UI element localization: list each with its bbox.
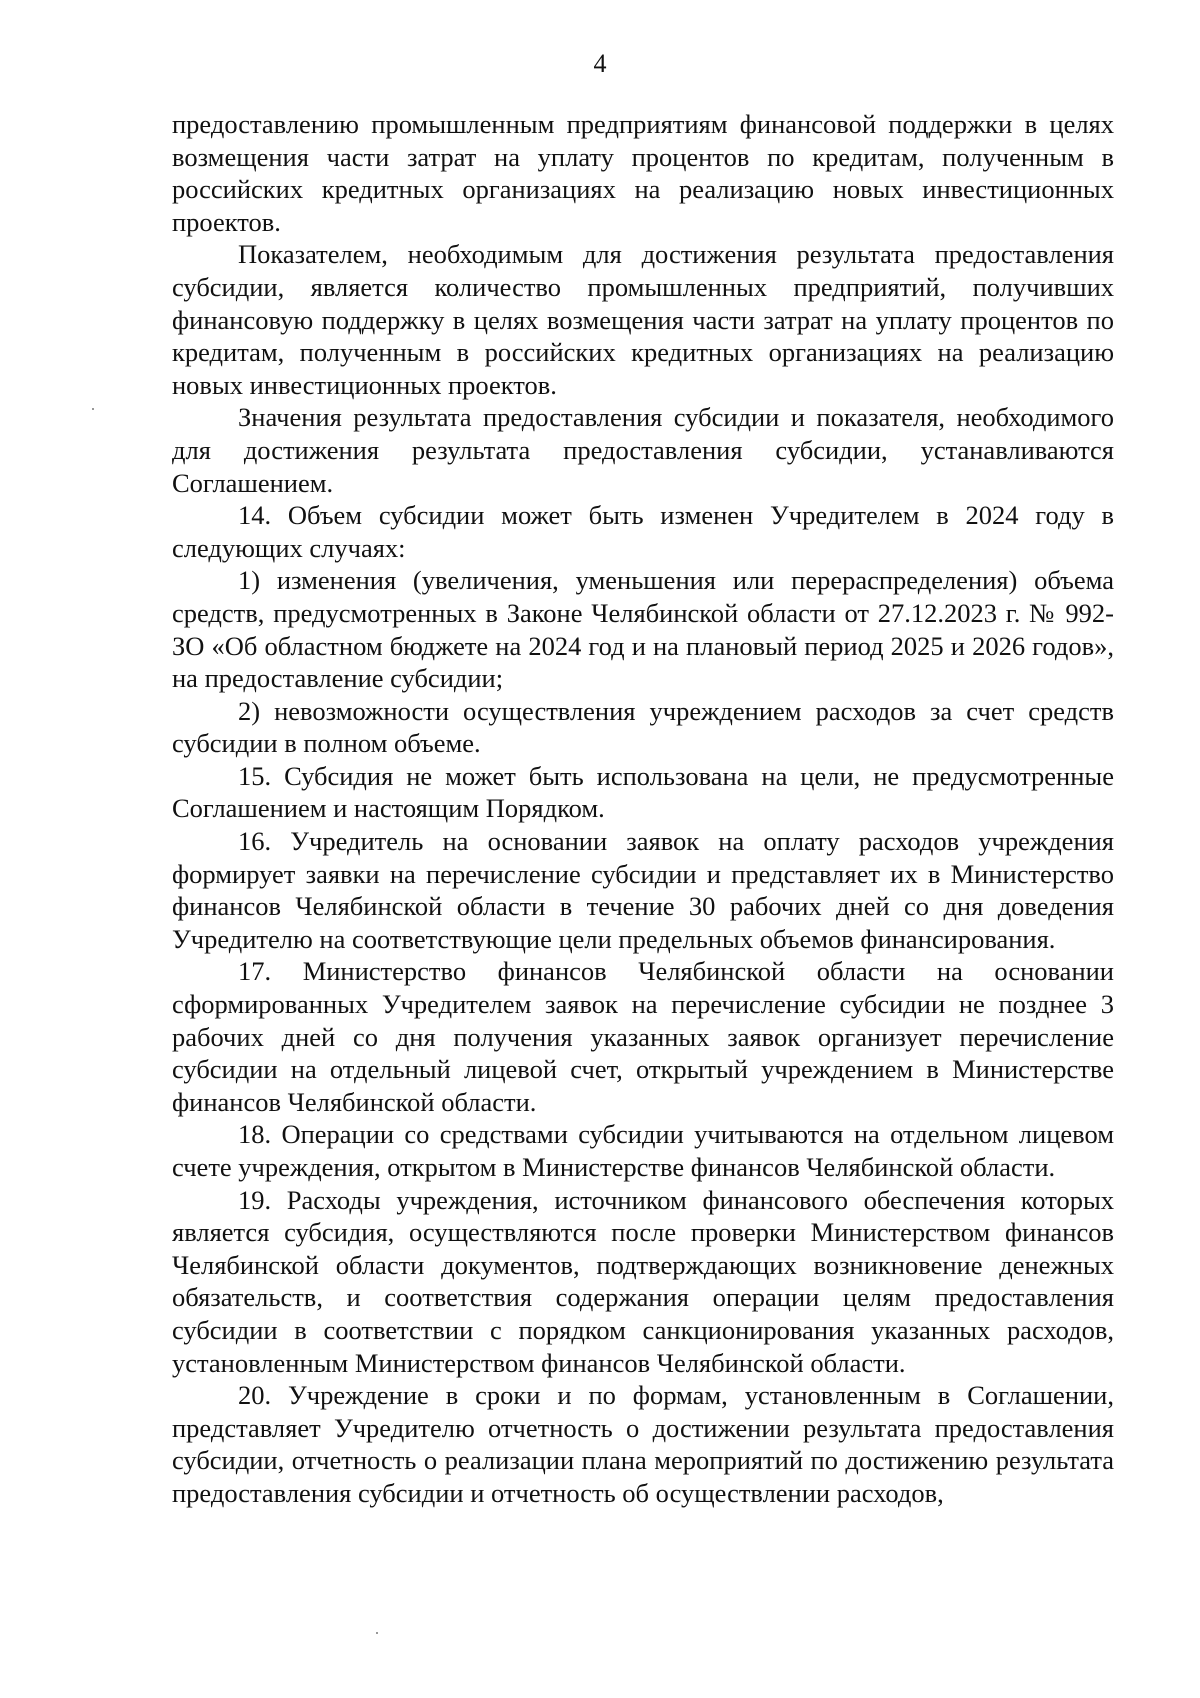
- paragraph-18: 18. Операции со средствами субсидии учитываются на отдельном лицевом счете учреждения, открытом в Министерстве финансов Челябинской области.: [172, 1119, 1114, 1182]
- paragraph-14-item-1: 1) изменения (увеличения, уменьшения или перераспределения) объема средств, предусмотренных в Законе Челябинской области от 27.12.2023 г. № 992-ЗО «Об областном бюджете на 2024 год и на плановый период 2025 и 2026 годов», на предоставление субсидии;: [172, 565, 1114, 694]
- paragraph-14: 14. Объем субсидии может быть изменен Учредителем в 2024 году в следующих случаях:: [172, 500, 1114, 563]
- page-number: 4: [593, 49, 607, 78]
- document-body: [172, 108, 1114, 1510]
- paragraph-continuation: предоставлению промышленным предприятиям финансовой поддержки в целях возмещения части затрат на уплату процентов по кредитам, полученным в российских кредитных организациях на реализацию новых инвестиционных проектов.: [172, 109, 1114, 237]
- paragraph-values: Значения результата предоставления субсидии и показателя, необходимого для достижения результата предоставления субсидии, устанавливаются Соглашением.: [172, 402, 1114, 498]
- paragraph-19: 19. Расходы учреждения, источником финансового обеспечения которых является субсидия, осуществляются после проверки Министерством финансов Челябинской области документов, подтверждающих возникновение денежных обязательств, и соответствия содержания операции целям предоставления субсидии в соответствии с порядком санкционирования указанных расходов, установленным Министерством финансов Челябинской области.: [172, 1184, 1114, 1378]
- scan-speck: [376, 1632, 378, 1634]
- paragraph-indicator: Показателем, необходимым для достижения результата предоставления субсидии, является количество промышленных предприятий, получивших финансовую поддержку в целях возмещения части затрат на уплату процентов по кредитам, полученным в российских кредитных организациях на реализацию новых инвестиционных проектов.: [172, 239, 1114, 400]
- paragraph-15: 15. Субсидия не может быть использована на цели, не предусмотренные Соглашением и настоящим Порядком.: [172, 760, 1114, 824]
- paragraph-16: 16. Учредитель на основании заявок на оплату расходов учреждения формирует заявки на перечисление субсидии и представляет их в Министерство финансов Челябинской области в течение 30 рабочих дней со дня доведения Учредителю на соответствующие цели предельных объемов финансирования.: [172, 826, 1114, 954]
- paragraph-14-item-2: 2) невозможности осуществления учреждением расходов за счет средств субсидии в полном объеме.: [172, 695, 1114, 759]
- paragraph-20: 20. Учреждение в сроки и по формам, установленным в Соглашении, представляет Учредителю отчетность о достижении результата предоставления субсидии, отчетность о реализации плана мероприятий по достижению результата предоставления субсидии и отчетность об осуществлении расходов,: [172, 1380, 1114, 1508]
- paragraph-17: 17. Министерство финансов Челябинской области на основании сформированных Учредителем заявок на перечисление субсидии не позднее 3 рабочих дней со дня получения указанных заявок организует перечисление субсидии на отдельный лицевой счет, открытый учреждением в Министерстве финансов Челябинской области.: [172, 956, 1114, 1117]
- scan-speck: [92, 408, 94, 410]
